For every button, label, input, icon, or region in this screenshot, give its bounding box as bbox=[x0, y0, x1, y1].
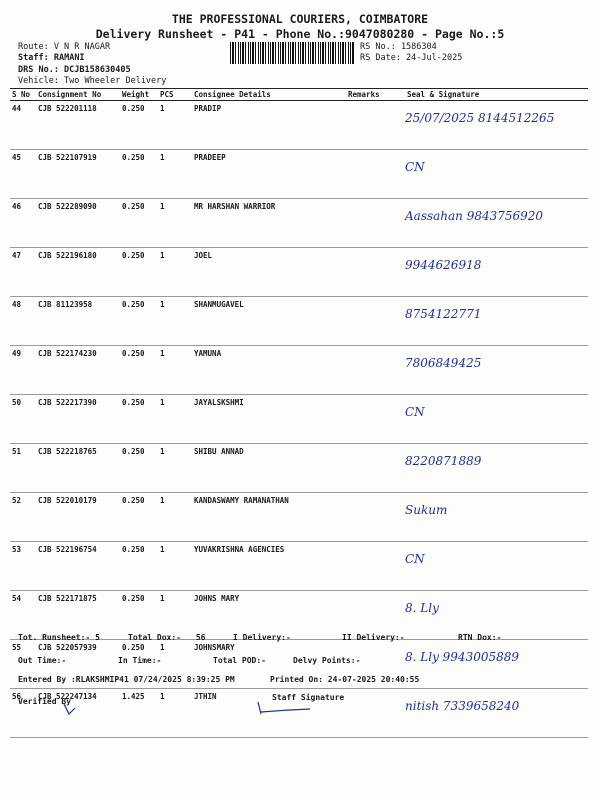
cell-signature: 8. Lly 9943005889 bbox=[385, 640, 588, 689]
verified-by: Verified By bbox=[18, 697, 71, 706]
cell-remarks bbox=[346, 346, 385, 395]
cell-weight: 0.250 bbox=[120, 199, 158, 248]
table-row bbox=[10, 297, 588, 346]
cell-sno: 56 bbox=[10, 689, 36, 738]
total-dox-value: 56 bbox=[195, 633, 206, 642]
cell-pcs: 1 bbox=[158, 591, 192, 640]
cell-consignee: JOHNSMARY bbox=[192, 640, 346, 689]
cell-remarks bbox=[346, 542, 385, 591]
staff bbox=[18, 53, 85, 63]
cell-consignee: KANDASWAMY RAMANATHAN bbox=[192, 493, 346, 542]
col-remarks: Remarks bbox=[346, 89, 385, 101]
cell-signature: nitish 7339658240 bbox=[385, 689, 588, 738]
cell-weight: 0.250 bbox=[120, 444, 158, 493]
cell-signature: CN bbox=[385, 542, 588, 591]
cell-remarks bbox=[346, 493, 385, 542]
cell-remarks bbox=[346, 689, 385, 738]
cell-signature: CN bbox=[385, 150, 588, 199]
cell-sno: 44 bbox=[10, 101, 36, 150]
cell-signature: Sukum bbox=[385, 493, 588, 542]
cell-remarks bbox=[346, 297, 385, 346]
staff-signature-mark bbox=[255, 700, 315, 720]
col-consignee: Consignee Details bbox=[192, 89, 346, 101]
cell-sno: 51 bbox=[10, 444, 36, 493]
cell-weight: 0.250 bbox=[120, 101, 158, 150]
col-sno: S No bbox=[10, 89, 36, 101]
cell-consignee: YUVAKRISHNA AGENCIES bbox=[192, 542, 346, 591]
cell-sno: 48 bbox=[10, 297, 36, 346]
cell-signature: Aassahan 9843756920 bbox=[385, 199, 588, 248]
cell-sno: 46 bbox=[10, 199, 36, 248]
cell-pcs: 1 bbox=[158, 297, 192, 346]
rs-date: RS Date: 24-Jul-2025 bbox=[360, 53, 463, 63]
delvy-points: Delvy Points:- bbox=[293, 656, 361, 665]
cell-consignment-no: CJB 522174230 bbox=[36, 346, 120, 395]
table-row bbox=[10, 444, 588, 493]
cell-consignee: PRADIP bbox=[192, 101, 346, 150]
cell-sno: 50 bbox=[10, 395, 36, 444]
ii-delivery: II Delivery:- bbox=[342, 633, 405, 642]
cell-sno: 45 bbox=[10, 150, 36, 199]
cell-sno: 52 bbox=[10, 493, 36, 542]
cell-weight: 0.250 bbox=[120, 150, 158, 199]
cell-signature: 8220871889 bbox=[385, 444, 588, 493]
cell-consignment-no: CJB 522057939 bbox=[36, 640, 120, 689]
tot-runsheet: Tot. Runsheet:- 5 bbox=[18, 633, 100, 642]
cell-consignment-no: CJB 522201118 bbox=[36, 101, 120, 150]
cell-consignee: JOEL bbox=[192, 248, 346, 297]
cell-consignee: JOHNS MARY bbox=[192, 591, 346, 640]
cell-consignee: JTHIN bbox=[192, 689, 346, 738]
cell-sno: 53 bbox=[10, 542, 36, 591]
cell-pcs: 1 bbox=[158, 150, 192, 199]
col-consignment: Consignment No bbox=[36, 89, 120, 101]
barcode-image bbox=[230, 42, 355, 64]
total-dox-label: Total Dox:- bbox=[128, 633, 181, 642]
rtn-dox: RTN Dox:- bbox=[458, 633, 502, 642]
cell-consignee: MR HARSHAN WARRIOR bbox=[192, 199, 346, 248]
table-row bbox=[10, 493, 588, 542]
table-row bbox=[10, 395, 588, 444]
cell-pcs: 1 bbox=[158, 101, 192, 150]
cell-signature: 8754122771 bbox=[385, 297, 588, 346]
out-time: Out Time:- bbox=[18, 656, 67, 665]
cell-consignment-no: CJB 81123958 bbox=[36, 297, 120, 346]
cell-weight: 0.250 bbox=[120, 248, 158, 297]
cell-remarks bbox=[346, 248, 385, 297]
cell-sno: 55 bbox=[10, 640, 36, 689]
staff-value: RAMANI bbox=[53, 53, 85, 63]
table-row bbox=[10, 150, 588, 199]
table-row bbox=[10, 199, 588, 248]
cell-signature: 25/07/2025 8144512265 bbox=[385, 101, 588, 150]
cell-pcs: 1 bbox=[158, 444, 192, 493]
cell-consignee: SHIBU ANNAD bbox=[192, 444, 346, 493]
cell-consignment-no: CJB 522196180 bbox=[36, 248, 120, 297]
cell-consignee: JAYALSKSHMI bbox=[192, 395, 346, 444]
table-row bbox=[10, 346, 588, 395]
cell-weight: 0.250 bbox=[120, 395, 158, 444]
i-delivery: I Delivery:- bbox=[233, 633, 291, 642]
rs-number: RS No.: 1586304 bbox=[360, 42, 437, 52]
vehicle: Vehicle: Two Wheeler Delivery bbox=[18, 76, 167, 86]
cell-pcs: 1 bbox=[158, 640, 192, 689]
cell-consignment-no: CJB 522171875 bbox=[36, 591, 120, 640]
cell-pcs: 1 bbox=[158, 346, 192, 395]
runsheet-title: Delivery Runsheet - P41 - Phone No.:9047080280 - Page No.:5 bbox=[95, 27, 505, 41]
total-dox bbox=[128, 633, 205, 642]
cell-weight: 1.425 bbox=[120, 689, 158, 738]
cell-signature: 8. Lly bbox=[385, 591, 588, 640]
staff-label: Staff: bbox=[18, 53, 49, 63]
cell-weight: 0.250 bbox=[120, 346, 158, 395]
cell-remarks bbox=[346, 444, 385, 493]
printed-on: Printed On: 24-07-2025 20:40:55 bbox=[270, 675, 420, 684]
total-pod: Total POD:- bbox=[213, 656, 266, 665]
table-row bbox=[10, 101, 588, 150]
staff-signature-label: Staff Signature bbox=[272, 693, 345, 702]
cell-consignment-no: CJB 522217390 bbox=[36, 395, 120, 444]
cell-signature: 7806849425 bbox=[385, 346, 588, 395]
cell-consignment-no: CJB 522218765 bbox=[36, 444, 120, 493]
cell-weight: 0.250 bbox=[120, 591, 158, 640]
drs-number: DRS No.: DCJB158630405 bbox=[18, 65, 131, 75]
col-signature: Seal & Signature bbox=[385, 89, 588, 101]
cell-signature: CN bbox=[385, 395, 588, 444]
cell-pcs: 1 bbox=[158, 395, 192, 444]
cell-pcs: 1 bbox=[158, 493, 192, 542]
entered-by: Entered By :RLAKSHMIP41 07/24/2025 8:39:25 PM bbox=[18, 675, 235, 684]
col-weight: Weight bbox=[120, 89, 158, 101]
cell-signature: 9944626918 bbox=[385, 248, 588, 297]
table-row bbox=[10, 248, 588, 297]
table-header-row bbox=[10, 89, 588, 101]
cell-pcs: 1 bbox=[158, 542, 192, 591]
in-time: In Time:- bbox=[118, 656, 162, 665]
cell-weight: 0.250 bbox=[120, 640, 158, 689]
verified-by-mark bbox=[60, 700, 80, 720]
col-pcs: PCS bbox=[158, 89, 192, 101]
cell-pcs: 1 bbox=[158, 248, 192, 297]
cell-remarks bbox=[346, 395, 385, 444]
cell-sno: 49 bbox=[10, 346, 36, 395]
company-title: THE PROFESSIONAL COURIERS, COIMBATORE bbox=[171, 12, 429, 26]
cell-sno: 47 bbox=[10, 248, 36, 297]
cell-pcs: 1 bbox=[158, 689, 192, 738]
cell-remarks bbox=[346, 101, 385, 150]
cell-consignment-no: CJB 522196754 bbox=[36, 542, 120, 591]
cell-consignment-no: CJB 522010179 bbox=[36, 493, 120, 542]
cell-weight: 0.250 bbox=[120, 542, 158, 591]
cell-remarks bbox=[346, 199, 385, 248]
cell-sno: 54 bbox=[10, 591, 36, 640]
cell-consignment-no: CJB 522107919 bbox=[36, 150, 120, 199]
cell-consignment-no: CJB 522289090 bbox=[36, 199, 120, 248]
cell-pcs: 1 bbox=[158, 199, 192, 248]
cell-weight: 0.250 bbox=[120, 493, 158, 542]
cell-consignment-no: CJB 522247134 bbox=[36, 689, 120, 738]
cell-weight: 0.250 bbox=[120, 297, 158, 346]
cell-remarks bbox=[346, 150, 385, 199]
route: Route: V N R NAGAR bbox=[18, 42, 111, 52]
cell-consignee: PRADEEP bbox=[192, 150, 346, 199]
cell-consignee: SHANMUGAVEL bbox=[192, 297, 346, 346]
table-row bbox=[10, 542, 588, 591]
cell-consignee: YAMUNA bbox=[192, 346, 346, 395]
